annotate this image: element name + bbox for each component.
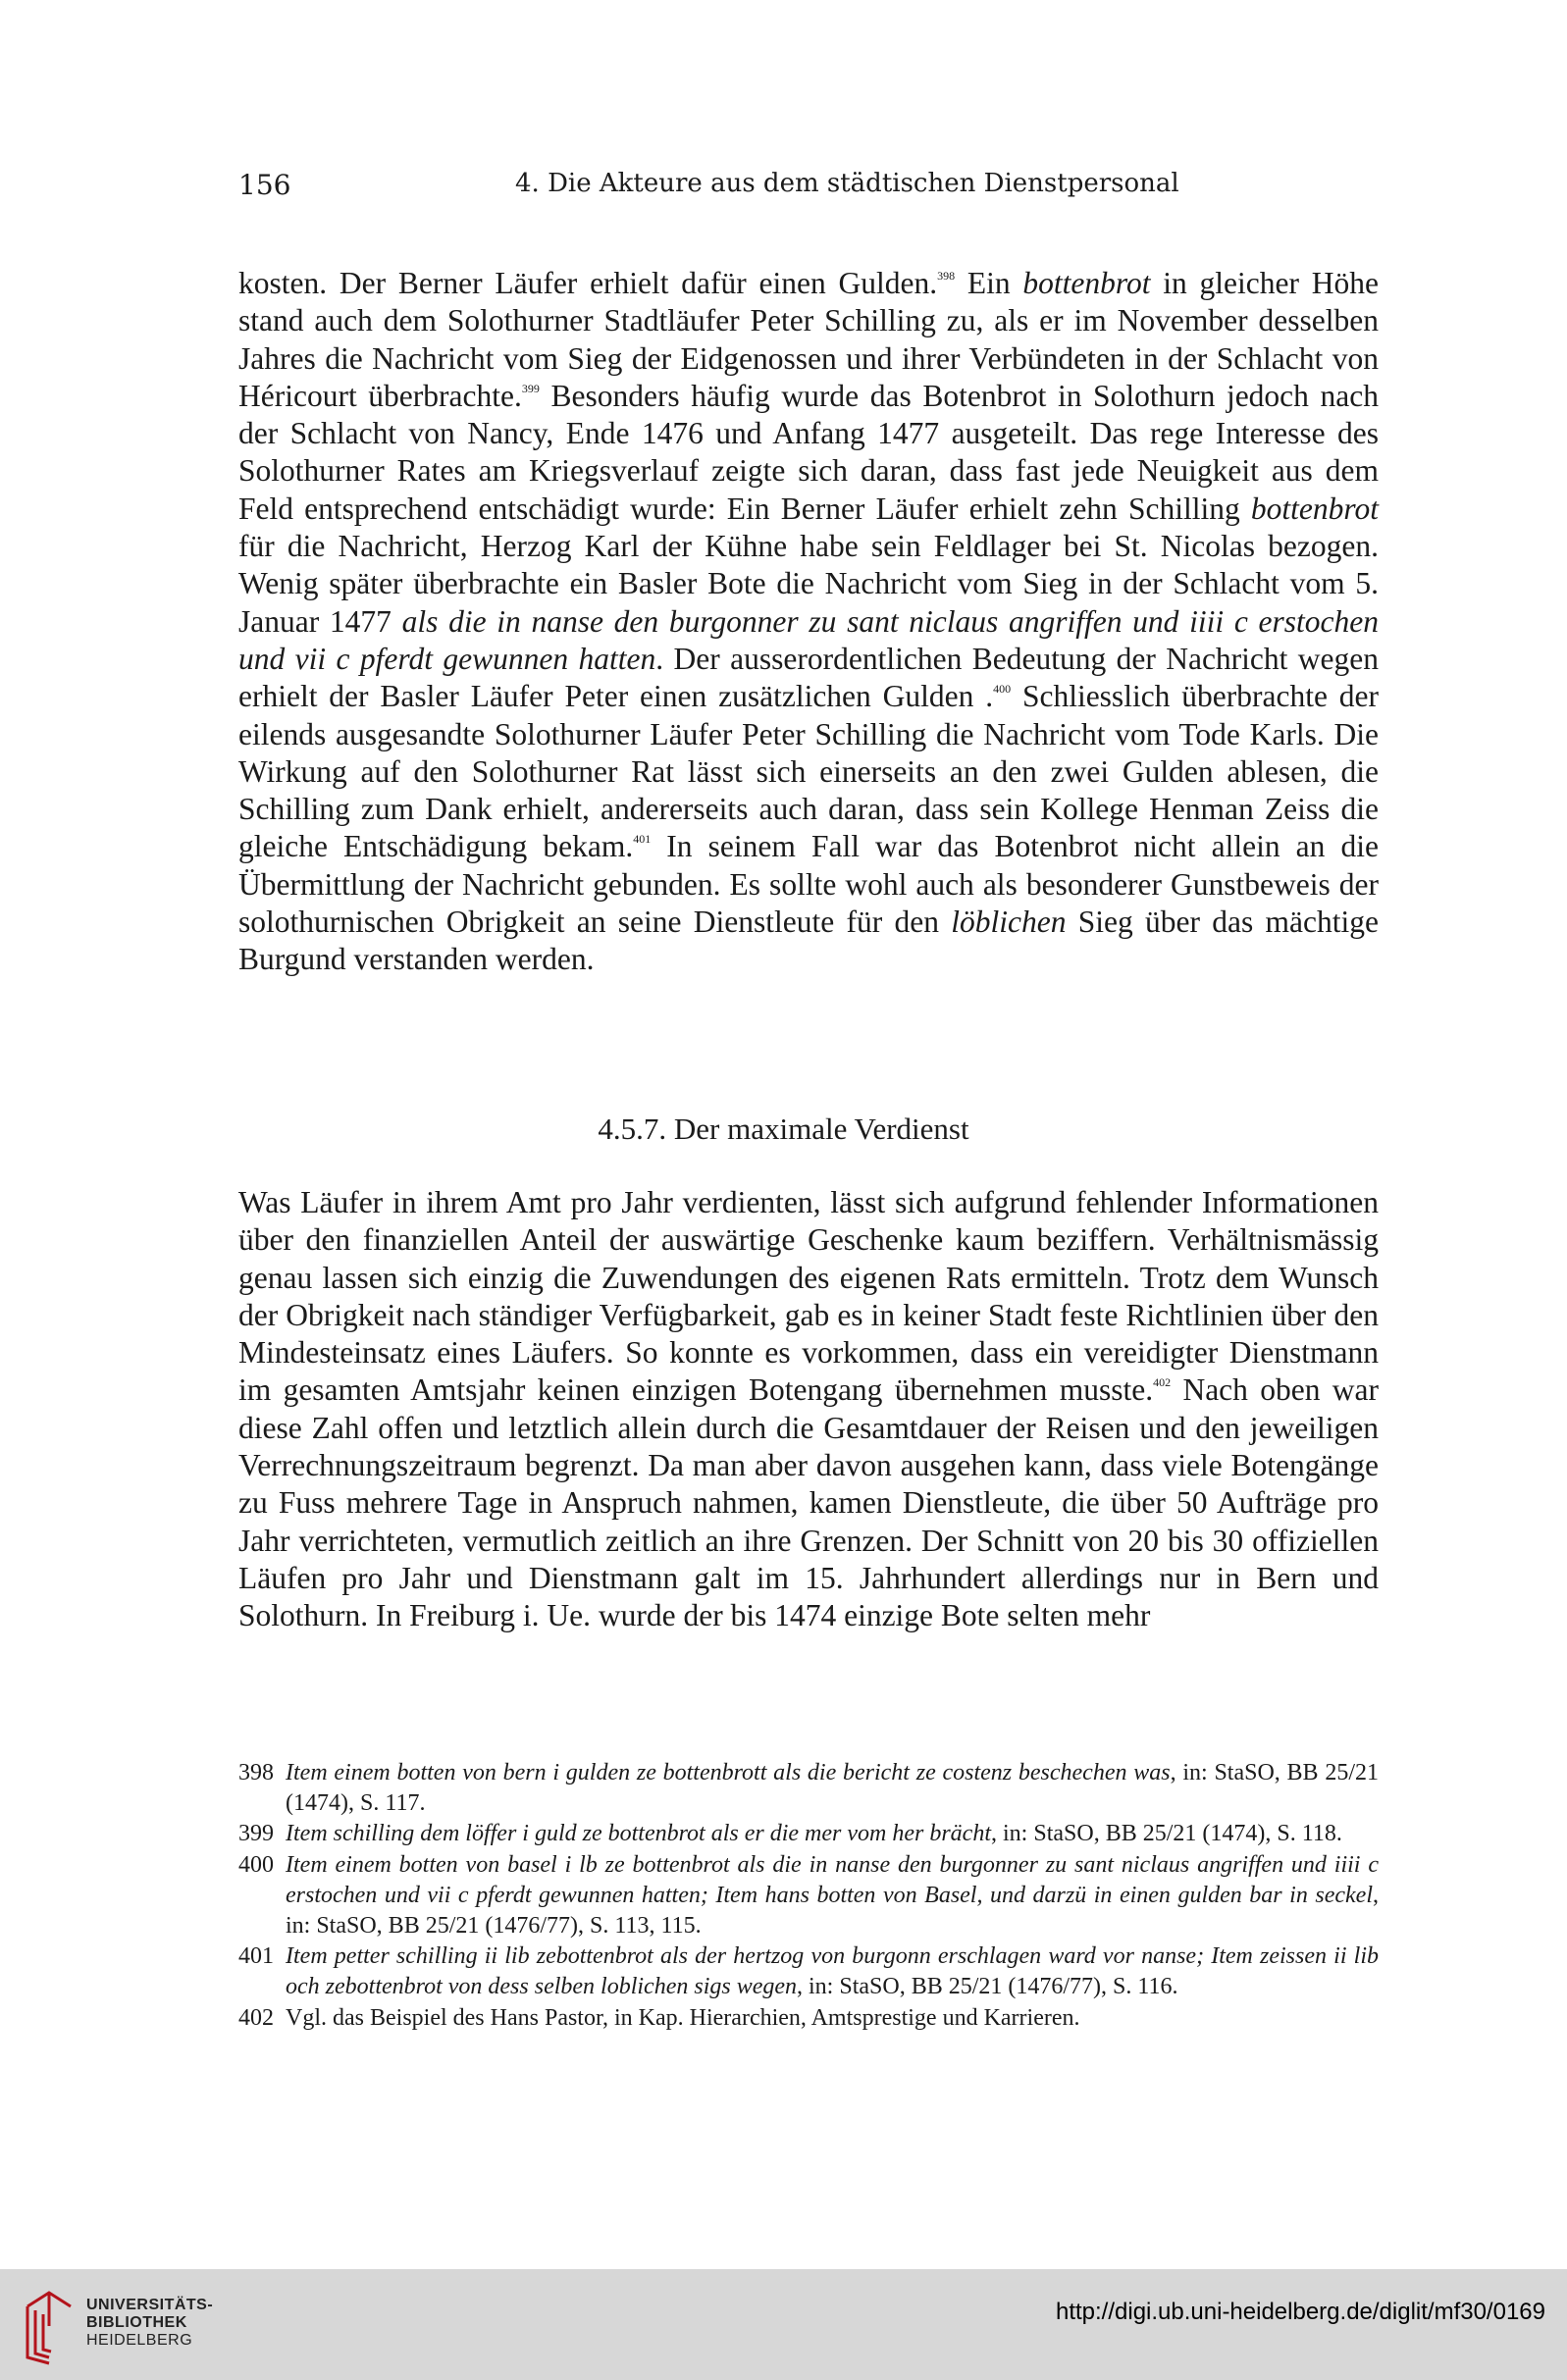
body-paragraph-2 <box>238 1184 1379 1635</box>
footnote-number: 400 <box>238 1851 274 1878</box>
footnote-text <box>286 1941 1379 2002</box>
page-header <box>238 169 1379 208</box>
footnote-402 <box>238 2003 1379 2034</box>
italic-term: bottenbrot <box>1022 266 1151 300</box>
footnotes <box>238 1758 1379 2034</box>
footnote-citation: , in: StaSO, BB 25/21 (1476/77), S. 116. <box>797 1974 1178 2000</box>
italic-quote: als die in nanse den burgonner zu sant niclaus angriffen und iiii c erstochen und vii c pferdt gewunnen hatten <box>238 603 1379 676</box>
running-head: 4. Die Akteure aus dem städtischen Dienstpersonal <box>515 169 1179 198</box>
italic-term: löblichen <box>951 905 1067 940</box>
library-brand <box>86 2297 213 2350</box>
text-run: für die Nachricht, Herzog Karl der Kühne habe sein Feldlager bei St. Nicolas bezogen. Wenig später überbrachte ein Basler Bote die Nachricht vom Sieg in der Schlacht vom 5. Januar 1477 <box>238 529 1379 639</box>
footnote-401 <box>238 1941 1379 2002</box>
digitization-footer <box>0 2269 1567 2380</box>
footnote-quote: Item petter schilling ii lib zebottenbrot als der hertzog von burgonn erschlagen ward vor nanse; Item zeissen ii lib och zebottenbrot von dess selben loblichen sigs wegen <box>286 1943 1379 2000</box>
footnote-text <box>286 2003 1379 2034</box>
source-url-link[interactable]: http://digi.ub.uni-heidelberg.de/diglit/mf30/0169 <box>1055 2299 1545 2325</box>
text-run: . Der ausserordentlichen Bedeutung der Nachricht wegen erhielt der Basler Läufer Peter einen zusätzlichen Gulden . <box>238 641 1380 714</box>
text-run: Besonders häufig wurde das Botenbrot in Solothurn jedoch nach der Schlacht von Nancy, Ende 1476 und Anfang 1477 ausgeteilt. Das rege Interesse des Solothurner Rates am Kriegsverlauf zeigte sich daran, dass fast jede Neuigkeit aus dem Feld entsprechend entschädigt wurde: Ein Berner Läufer erhielt zehn Schilling <box>238 378 1379 526</box>
footnote-ref-398[interactable]: 398 <box>937 269 956 283</box>
footnote-ref-401[interactable]: 401 <box>633 832 652 847</box>
footnote-400 <box>238 1850 1379 1942</box>
page-number: 156 <box>238 169 291 201</box>
footnote-citation: Vgl. das Beispiel des Hans Pastor, in Kap. Hierarchien, Amtsprestige und Karrieren. <box>286 2004 1080 2031</box>
text-run: Was Läufer in ihrem Amt pro Jahr verdienten, lässt sich aufgrund fehlender Informationen über den finanziellen Anteil der auswärtige Geschenke kaum beziffern. Verhältnismässig genau lassen sich einzig die Zuwendungen des eigenen Rats ermitteln. Trotz dem Wunsch der Obrigkeit nach ständiger Verfügbarkeit, gab es in keiner Stadt feste Richtlinien über den Mindesteinsatz eines Läufers. So konnte es vorkommen, dass ein vereidigter Dienstmann im gesamten Amtsjahr keinen einzigen Botengang übernehmen musste. <box>238 1185 1379 1408</box>
footnote-citation: , in: StaSO, BB 25/21 (1474), S. 117. <box>286 1760 1379 1817</box>
text-run: Schliesslich überbrachte der eilends ausgesandte Solothurner Läufer Peter Schilling die Nachricht vom Tode Karls. Die Wirkung auf den Solothurner Rat lässt sich einerseits an den zwei Gulden ablesen, die Schilling zum Dank erhielt, andererseits auch daran, dass sein Kollege Henman Zeiss die gleiche Entschädigung bekam. <box>238 679 1380 864</box>
italic-term: bottenbrot <box>1250 491 1379 526</box>
footnote-text <box>286 1758 1379 1819</box>
footnote-quote: Item einem botten von bern i gulden ze bottenbrott als die bericht ze costenz beschechen was <box>286 1760 1171 1785</box>
brand-line-3: HEIDELBERG <box>86 2332 193 2349</box>
footnote-text <box>286 1819 1379 1849</box>
footnote-citation: , in: StaSO, BB 25/21 (1474), S. 118. <box>991 1821 1342 1847</box>
footnote-number: 402 <box>238 2004 274 2031</box>
brand-line-1: UNIVERSITÄTS- <box>86 2297 214 2313</box>
footnote-number: 401 <box>238 1943 274 1970</box>
footnote-quote: Item einem botten von basel i lb ze bottenbrot als die in nanse den burgonner zu sant niclaus angriffen und iiii c erstochen und vii c pferdt gewunnen hatten; Item hans botten von Basel, und darzü in einen gulden bar in seckel <box>286 1851 1379 1908</box>
footnote-398 <box>238 1758 1379 1819</box>
brand-line-2: BIBLIOTHEK <box>86 2314 187 2331</box>
footnote-ref-402[interactable]: 402 <box>1153 1375 1172 1390</box>
footnote-number: 399 <box>238 1821 274 1847</box>
text-run: in gleicher Höhe stand auch dem Solothurner Stadtläufer Peter Schilling zu, als er im November desselben Jahres die Nachricht vom Sieg der Eidgenossen und ihrer Verbündeten in der Schlacht von Héricourt überbrachte. <box>238 266 1379 413</box>
text-run: Sieg über das mächtige Burgund verstanden werden. <box>238 905 1379 977</box>
footnote-ref-400[interactable]: 400 <box>993 682 1012 697</box>
body-paragraph-1 <box>238 265 1379 979</box>
footnote-text <box>286 1850 1379 1942</box>
text-run: kosten. Der Berner Läufer erhielt dafür einen Gulden. <box>238 266 938 300</box>
library-logo-icon-graphic <box>22 2287 75 2365</box>
footnote-citation: , in: StaSO, BB 25/21 (1476/77), S. 113, 115. <box>286 1882 1379 1940</box>
text-run: Nach oben war diese Zahl offen und letztlich allein durch die Gesamtdauer der Reisen und den jeweiligen Verrechnungszeitraum begrenzt. Da man aber davon ausgehen kann, dass viele Botengänge zu Fuss mehrere Tage in Anspruch nahmen, kamen Dienstleute, die über 50 Aufträge pro Jahr verrichteten, vermutlich zeitlich an ihre Grenzen. Der Schnitt von 20 bis 30 offiziellen Läufen pro Jahr und Dienstmann galt im 15. Jahrhundert allerdings nur in Bern und Solothurn. In Freiburg i. Ue. wurde der bis 1474 einzige Bote selten mehr <box>238 1372 1379 1633</box>
section-heading: 4.5.7. Der maximale Verdienst <box>598 1112 969 1146</box>
text-run: In seinem Fall war das Botenbrot nicht allein an die Übermittlung der Nachricht gebunden. Es sollte wohl auch als besonderer Gunstbeweis der solothurnischen Obrigkeit an seine Dienstleute für den <box>238 829 1379 940</box>
footnote-ref-399[interactable]: 399 <box>521 381 540 395</box>
library-logo-icon[interactable] <box>22 2287 75 2365</box>
footnote-number: 398 <box>238 1760 274 1785</box>
footnote-quote: Item schilling dem löffer i guld ze bottenbrot als er die mer vom her brächt <box>286 1821 992 1847</box>
footnote-399 <box>238 1819 1379 1849</box>
text-run: Ein <box>955 266 1023 300</box>
